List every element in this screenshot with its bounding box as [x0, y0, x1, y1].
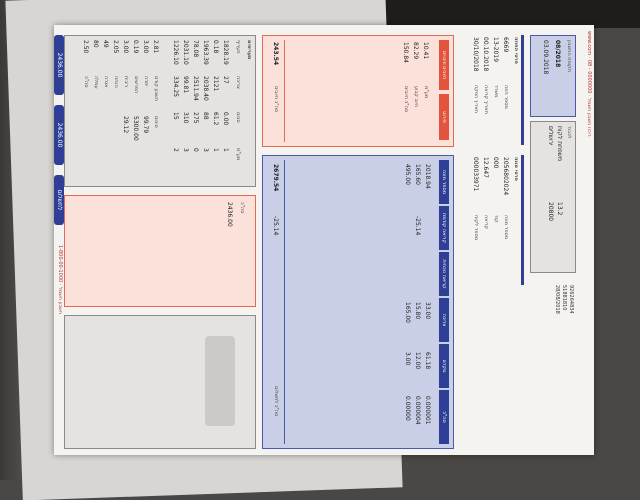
extra-label-5: הנחה	[113, 76, 119, 88]
tariff-r2-c3: 61.2	[212, 112, 219, 126]
tariff-r3-c2: 2038.40	[202, 76, 209, 101]
contract-line-2: 13-2019	[492, 37, 499, 63]
charges-subtotal-label: סה"כ חיובים	[273, 86, 279, 113]
contract-box	[459, 35, 524, 145]
tariff-r3-c1: 1963.39	[202, 40, 209, 65]
extra-label-8: סה"כ	[83, 76, 89, 88]
extra-label-3: הפרשים	[133, 76, 139, 94]
contract-label-4: תאריך הפקה	[473, 85, 479, 114]
pay-label-chip	[54, 175, 64, 225]
period-label: תקופת החשבון	[566, 40, 572, 72]
extra-5: 2.05	[112, 40, 119, 54]
row3-e: 3.00	[404, 352, 411, 366]
charges-tab: פירוט	[439, 94, 449, 140]
tariff-header-2: צריכה	[235, 76, 241, 89]
extra-label-6: אגרה	[103, 76, 109, 88]
amount-2: 2436.00	[56, 122, 63, 148]
extra-1: 2.81	[152, 40, 159, 54]
row1-a: 2018.94	[424, 164, 431, 189]
meter-title: פרטי מונה	[513, 157, 519, 181]
tariff-r3-c3: 88	[202, 112, 209, 120]
consumption-tab-5: מקדם	[439, 344, 449, 388]
charges-title: חיובים וזיכויים	[439, 40, 449, 90]
row1-e: 61.18	[424, 352, 431, 370]
meter-box	[459, 155, 524, 285]
row1-f: 0.000001	[424, 396, 431, 425]
summary-3: 29.12	[122, 116, 129, 134]
consumption-tab-1: מספר מונה	[439, 160, 449, 204]
tariff-r6-c3: 15	[172, 112, 179, 120]
tariff-r6-c1: 1226.10	[172, 40, 179, 65]
customer-account: 20800	[547, 202, 554, 222]
charge-value-3: 150.84	[402, 42, 409, 63]
electricity-bill-sheet	[54, 25, 594, 455]
consumption-divider	[284, 160, 285, 444]
customer-box	[530, 121, 576, 273]
customer-name: משפחת לקוח	[556, 126, 563, 162]
row2-f: 0.000004	[414, 396, 421, 425]
row3-f: 0.00000	[404, 396, 411, 421]
summary-label: סיכום	[153, 116, 159, 128]
credit-value: -25.14	[414, 216, 421, 236]
consumption-total: 2679.54	[272, 164, 279, 192]
charge-label-3: סה"כ חיובים	[403, 86, 409, 113]
tariff-r1-c3: 0.00	[222, 112, 229, 126]
tariff-r4-c1: 78.08	[192, 40, 199, 58]
tariff-r4-c4: 0	[192, 148, 199, 152]
tariff-r5-c1: 2031.10	[182, 40, 189, 65]
consumption-total-label: סה"כ לתשלום	[273, 386, 279, 417]
tariff-header-1: תעריף	[235, 40, 241, 54]
extra-7: 80	[92, 40, 99, 48]
charge-value-2: 82.29	[412, 42, 419, 60]
row1-b: 165.60	[414, 164, 421, 185]
row1-c: 495.00	[404, 164, 411, 185]
bill-number-1: 926264834	[568, 285, 574, 314]
consumption-total-credit: -25.14	[272, 216, 279, 236]
amount-1: 2436.00	[56, 52, 63, 78]
pay-box	[64, 195, 256, 307]
sheet-header	[580, 25, 594, 455]
bill-number-2: 51881810	[561, 285, 567, 311]
tariff-header-4: מע"מ	[235, 148, 241, 161]
summary-2: 5300.00	[132, 116, 139, 141]
charge-label-1: מע"מ	[423, 86, 429, 99]
tariff-r6-c4: 2	[172, 148, 179, 152]
contract-line-1: 6669	[502, 37, 509, 53]
footer-text: חשבון חשמל · 1-800-00-1000	[57, 245, 63, 315]
tariff-r6-c2: 334.25	[172, 76, 179, 97]
row1-d: 33.00	[424, 302, 431, 320]
extra-6: 49	[102, 40, 109, 48]
tariff-title: תעריפים	[246, 40, 252, 60]
extra-2: 3.00	[142, 40, 149, 54]
meter-line-1: 2056802024	[502, 157, 509, 196]
period-date: 03.09.2018	[542, 40, 549, 75]
meter-label-3: קריאה	[483, 215, 489, 230]
extra-3: 0.19	[132, 40, 139, 54]
tariff-r1-c4: 1	[222, 148, 229, 152]
bill-numbers	[553, 285, 574, 314]
header-text: www.com · 08 - 0000000 · ריכוז חשבון חשמל	[586, 31, 592, 137]
tariff-r5-c2: 99.81	[182, 76, 189, 94]
meter-label-4: מספר לקוח	[473, 215, 479, 241]
meter-line-4: 000033971	[472, 157, 479, 192]
contract-label-1: מספר חוזה	[503, 85, 509, 109]
period-value: 08/2018	[554, 40, 561, 68]
tariff-r5-c4: 3	[182, 148, 189, 152]
customer-code: 13.2	[556, 202, 563, 216]
extra-4: 3.00	[122, 40, 129, 54]
pay-stamp: סה"כ	[239, 202, 245, 214]
sheet-footer	[56, 245, 63, 314]
tariff-r1-c1: 1828.19	[222, 40, 229, 65]
tariff-header-3: סכום	[235, 112, 241, 123]
charge-value-1: 10.41	[422, 42, 429, 60]
tariff-r5-c3: 310	[182, 112, 189, 124]
tariff-r2-c2: 2121	[212, 76, 219, 92]
extra-label-2: יתרה	[143, 76, 149, 87]
charges-divider	[284, 40, 285, 142]
tariff-r4-c2: 2511.94	[192, 76, 199, 101]
tariff-r3-c4: 3	[202, 148, 209, 152]
charges-box	[262, 35, 454, 147]
consumption-tab-2: קריאה קודמת	[439, 206, 449, 250]
period-box	[530, 35, 576, 117]
pay-stamp-amount: 2436.00	[226, 202, 233, 227]
contract-label-2: משרד	[493, 85, 499, 98]
consumption-tab-4: צריכה	[439, 298, 449, 342]
consumption-tab-3: קריאה נוכחית	[439, 252, 449, 296]
extra-label-7: עמלה	[93, 76, 99, 89]
tariff-r2-c4: 1	[212, 148, 219, 152]
extra-label-4: ריבית	[123, 76, 129, 88]
row2-e: 12.00	[414, 352, 421, 370]
meter-label-1: מספר מונה	[503, 215, 509, 240]
tariff-r1-c2: 27	[222, 76, 229, 84]
contract-line-4: 30/10/2018	[472, 37, 479, 72]
contract-label-3: תאריך קריאה	[483, 85, 489, 114]
tariff-r4-c3: 275	[192, 112, 199, 124]
barcode-strip	[64, 315, 256, 449]
pay-label: לתשלום	[56, 189, 63, 211]
summary-1: 99.79	[142, 116, 149, 134]
window-cutout	[205, 336, 235, 426]
consumption-box	[262, 155, 454, 449]
meter-label-2: קוד	[493, 215, 499, 223]
bill-number-3: 28/08/2018	[554, 285, 560, 314]
bill-photo	[24, 10, 624, 470]
amount-chip-1	[54, 35, 64, 95]
charges-subtotal: 243.54	[272, 42, 279, 66]
charge-label-2: חיוב קבוע	[413, 86, 419, 108]
row3-d: 165.00	[404, 302, 411, 323]
amount-chip-2	[54, 105, 64, 165]
row2-d: 15.80	[414, 302, 421, 320]
extra-label-1: חשבון קודם	[153, 76, 159, 101]
meter-line-3: 12.647	[482, 157, 489, 178]
tariff-box	[64, 35, 256, 187]
customer-city: ירושלים	[547, 126, 554, 146]
contract-line-3: 00.10.2018	[482, 37, 489, 72]
tariff-r2-c1: 0.18	[212, 40, 219, 54]
extra-8: 2.50	[82, 40, 89, 54]
consumption-tab-6: סה"כ	[439, 390, 449, 444]
customer-label: לכבוד	[566, 126, 572, 139]
meter-line-2: 000	[492, 157, 499, 169]
contract-title: פרטי החוזה	[513, 37, 519, 64]
